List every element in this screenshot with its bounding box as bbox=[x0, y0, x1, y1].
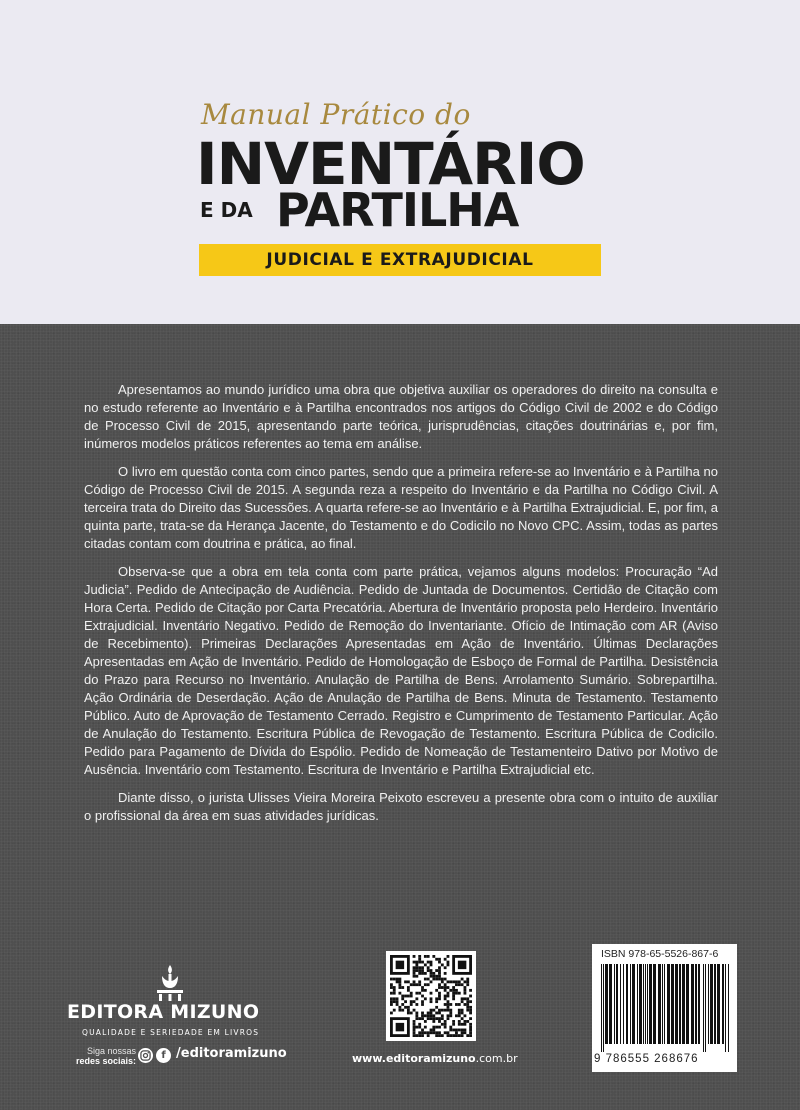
subtitle-band bbox=[199, 244, 601, 276]
publisher-tagline: QUALIDADE E SERIEDADE EM LIVROS bbox=[82, 1028, 260, 1037]
barcode-bars-icon bbox=[601, 964, 731, 1052]
title-partilha: PARTILHA bbox=[276, 183, 519, 237]
title-banner bbox=[0, 0, 800, 324]
social-handle[interactable]: /editoramizuno bbox=[176, 1046, 287, 1061]
qr-code[interactable] bbox=[386, 951, 476, 1041]
facebook-icon[interactable]: f bbox=[156, 1048, 171, 1063]
website-tld: .com.br bbox=[475, 1052, 518, 1065]
ean-digits: 9 786555 268676 bbox=[594, 1053, 699, 1065]
script-title: Manual Prático do bbox=[201, 98, 471, 131]
synopsis-paragraph-4: Diante disso, o jurista Ulisses Vieira Moreira Peixoto escreveu a presente obra com o intuito de auxiliar o profissional da área em suas atividades jurídicas. bbox=[84, 790, 718, 823]
instagram-glyph-icon bbox=[140, 1050, 151, 1061]
publisher-name: EDITORA MIZUNO bbox=[67, 1001, 260, 1023]
instagram-icon[interactable] bbox=[138, 1048, 153, 1063]
social-label-line1: Siga nossas bbox=[86, 1046, 136, 1056]
social-label-line2: redes sociais: bbox=[75, 1056, 136, 1066]
qr-code-icon bbox=[390, 955, 472, 1037]
subtitle-band-text: JUDICIAL E EXTRAJUDICIAL bbox=[266, 250, 534, 270]
synopsis-paragraph-1: Apresentamos ao mundo jurídico uma obra que objetiva auxiliar os operadores do direito na consulta e no estudo referente ao Inventário e à Partilha encontrados nos artigos do Código Civil de 2002 e do Código de Processo Civil de 2015, apresentando parte teórica, jurisprudências, citações doutrinárias e, por fim, inúmeros modelos práticos referentes ao tema em análise. bbox=[84, 382, 718, 451]
website-link[interactable] bbox=[352, 1052, 518, 1065]
publisher-logo-icon bbox=[153, 964, 187, 1002]
synopsis-paragraph-2: O livro em questão conta com cinco partes, sendo que a primeira refere-se ao Inventário e à Partilha no Código de Processo Civil de 2015. A segunda reza a respeito do Inventário e da Partilha no Código Civil. A terceira trata do Direito das Sucessões. A quarta refere-se ao Inventário e à Partilha Extrajudicial. E, por fim, a quinta parte, trata-se da Herança Jacente, do Testamento e do Codicilo no Novo CPC. Assim, todas as partes citadas contam com doutrina e prática, ao final. bbox=[84, 464, 718, 551]
isbn-text: ISBN 978-65-5526-867-6 bbox=[601, 948, 719, 960]
social-label bbox=[74, 1046, 136, 1066]
title-connector: E DA bbox=[200, 198, 253, 222]
synopsis-paragraph-3: Observa-se que a obra em tela conta com parte prática, vejamos alguns modelos: Procuração “Ad Judicia”. Pedido de Antecipação de Audiência. Pedido de Juntada de Documentos. Certidão de Citação com Hora Certa. Pedido de Citação por Carta Precatória. Abertura de Inventário proposta pelo Herdeiro. Inventário Extrajudicial. Inventário Negativo. Pedido de Remoção do Inventariante. Ofício de Intimação com AR (Aviso de Recebimento). Primeiras Declarações Apresentadas em Ação de Inventário. Últimas Declarações Apresentadas em Ação de Inventário. Pedido de Homologação de Esboço de Formal de Partilha. Desistência do Prazo para Recurso no Inventário. Anulação de Partilha de Bens. Arrolamento Sumário. Sobrepartilha. Ação Ordinária de Deserdação. Ação de Anulação de Partilha de Bens. Minuta de Testamento. Testamento Público. Auto de Aprovação de Testamento Cerrado. Registro e Cumprimento de Testamento Particular. Ação de Anulação do Testamento. Escritura Pública de Revogação de Testamento. Escritura Pública de Codicilo. Pedido para Pagamento de Dívida do Espólio. Pedido de Nomeação de Testamenteiro Dativo por Motivo de Ausência. Inventário com Testamento. Escritura de Inventário e Partilha Extrajudicial etc. bbox=[84, 564, 718, 777]
title-inventario: INVENTÁRIO bbox=[196, 130, 585, 198]
synopsis-text bbox=[84, 381, 718, 835]
website-domain: www.editoramizuno bbox=[352, 1052, 476, 1065]
